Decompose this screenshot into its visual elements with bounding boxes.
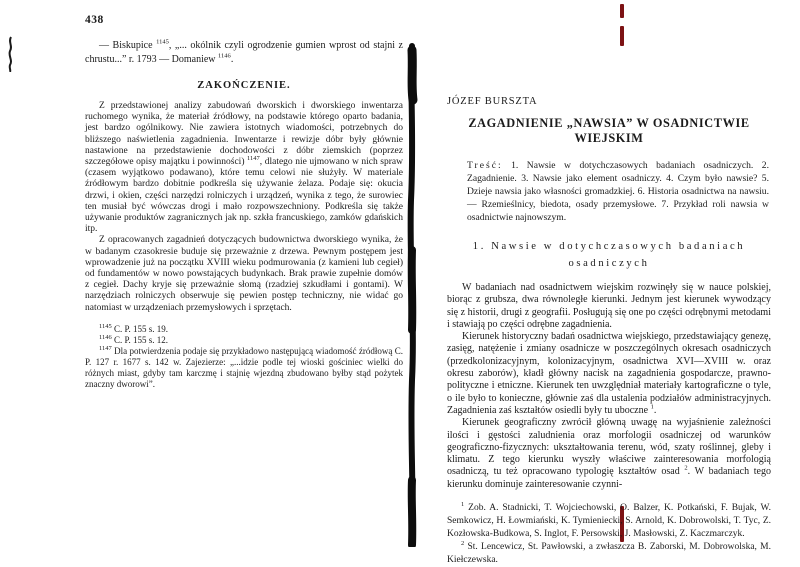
footnote-1147	[85, 346, 403, 390]
left-page	[85, 14, 403, 390]
red-registration-mark-top2	[620, 26, 624, 46]
right-paragraph-3	[447, 417, 771, 491]
footnote-marker-2: 2	[684, 465, 688, 473]
right-page	[447, 96, 771, 567]
left-footnotes	[85, 324, 403, 390]
right-footnotes	[447, 502, 771, 567]
footnote-text: Dla potwierdzenia podaje się przykładowo następującą wiadomość źródłową C. P. 127 r. 1677 s. 142 w. Zajezierze: „...idzie podle tej wioski gościniec wielki do różnych miast, gdyby tam karczmę i stajnię wjezdną zbudowano byłby stąd pożytek znaczny dworowi”.	[85, 345, 403, 389]
left-paragraph-2: Z opracowanych zagadnień dotyczących budownictwa dworskiego wynika, że w badanym czasokresie buduje się przeważnie z drzewa. Pewnym postępem jest wprowadzenie już na początku XVIII wieku podmurowania (z kamieni lub cegieł) od fundamentów w nowo powstających budynkach. Brak prawie zupełnie domów z cegieł. Dachy kryje się przeważnie słomą (rzadziej szkudłami i gontami). W narzędziach rolniczych obserwuje się pewien postęp techniczny, nie widać go natomiast w urządzeniach przemysłowych i sprzętach.	[85, 235, 403, 313]
footnote-text: Zob. A. Stadnicki, T. Wojciechowski, O. Balzer, K. Potkański, F. Bujak, W. Semkowicz, H. Łowmiański, K. Tymieniecki, S. Arnold, K. Dobrowolski, T. Tyc, Z. Kozłowska-Budkowa, S. Inglot, F. Persowski, J. Masłowski, Z. Kaczmarczyk.	[447, 503, 771, 539]
paragraph-text: , dlatego nie ujmowano w nich spraw (czasem wyjątkowo podawano), które temu celowi nie służyły. W materiale źródłowym bardzo dobitnie podkreśla się używanie żelaza. Podaje się: okucia drzwi, i okien, części narzędzi rolniczych i urządzeń, wynika z tego, że surowiec ten musiał być wówczas drogi i mało rozpowszechniony. Podkreśla się także używanie produktów zagranicznych jak np. szkła francuskiego, zamków gdańskich itp.	[85, 157, 403, 235]
footnote-number: 2	[461, 539, 465, 547]
contents-abstract	[467, 159, 769, 224]
left-paragraph-1	[85, 101, 403, 235]
footnote-number: 1	[461, 500, 465, 508]
footnote-marker-1145: 1145	[156, 38, 169, 46]
red-registration-mark-top	[620, 4, 624, 18]
right-paragraph-2	[447, 331, 771, 417]
intro-text: .	[230, 53, 234, 65]
footnote-marker-1146: 1146	[218, 52, 231, 60]
left-body-text	[85, 101, 403, 314]
footnote-number: 1147	[99, 344, 112, 352]
intro-text: , „... okólnik czyli ogrodzenie gumien wprost od stajni z chrustu...” r. 1793 — Domaniew	[85, 40, 403, 65]
chapter-heading: ZAKOŃCZENIE.	[197, 80, 291, 91]
footnote-text: C. P. 155 s. 12.	[111, 334, 169, 345]
footnote-text: St. Lencewicz, St. Pawłowski, a zwłaszcza B. Zaborski, M. Dobrowolska, M. Kiełczewska.	[447, 541, 771, 565]
paragraph-text: .	[653, 404, 657, 416]
footnote-number: 1145	[99, 322, 112, 330]
contents-text: 1. Nawsie w dotychczasowych badaniach osadniczych. 2. Zagadnienie. 3. Nawsie jako element osadniczy. 4. Czym było nawsie? 5. Dzieje nawsia jako własności gromadzkiej. 6. Historia osadnictwa na nawsiu. — Rzemieślnicy, biedota, osady przemysłowe. 7. Przykład roli nawsia w osadnictwie najnowszym.	[467, 160, 769, 223]
section-heading	[447, 238, 771, 272]
footnote-marker-1147: 1147	[247, 154, 260, 162]
footnote-1	[447, 502, 771, 541]
footnote-1146	[85, 335, 403, 346]
paragraph-text: Kierunek historyczny badań osadnictwa wiejskiego, przedstawiający genezę, zasięg, natężenie i zmiany osadnicze w poszczególnych okresach osadniczych (przedkolonizacyjnym, kolonizacyjnym, osadnictwa XVI—XVIII w. oraz okresu zaborów), kładł główny nacisk na zagadnienia gospodarcze, prawno-polityczne i etniczne. Kierunek ten uwzględniał materiały kartograficzne o tyle, o ile było to konieczne, głównie zaś dla ustalenia podziałów administracyjnych. Zagadnienia zaś kształtów osiedli były tu uboczne	[447, 331, 771, 416]
footnote-1145	[85, 324, 403, 335]
article-title: ZAGADNIENIE „NAWSIA” W OSADNICTWIE WIEJSKIM	[468, 116, 750, 145]
contents-label: Treść:	[467, 160, 503, 171]
footnote-number: 1146	[99, 333, 112, 341]
section-heading-line1: 1. Nawsie w dotychczasowych badaniach	[472, 241, 746, 252]
page-number: 438	[85, 14, 104, 26]
footnote-text: C. P. 155 s. 19.	[111, 323, 169, 334]
paragraph-text: Kierunek geograficzny zwrócił główną uwagę na wyjaśnienie zależności ilości i gęstości zaludnienia oraz morfologii osadniczej od warunków geograficzno-fizycznych: ukształtowania terenu, wód, szaty roślinnej, gleby i klimatu. Z tego kierunku wyszły właściwe zainteresowania morfologią osadniczą, tu też opracowano typologię kształtów osad	[447, 417, 771, 478]
paragraph-text: . W badaniach tego kierunku dominuje zainteresowanie czynni-	[447, 466, 771, 490]
footnote-marker-1: 1	[650, 403, 654, 411]
intro-text: — Biskupice	[99, 40, 157, 51]
page-binding-shadow	[403, 0, 421, 547]
right-paragraph-1: W badaniach nad osadnictwem wiejskim rozwinęły się w nauce polskiej, biorąc z grubsza, dwa równoległe kierunki. Jednym jest kierunek wywodzący się z historii, drugi z geografii. Posługują się one po części odrębnymi metodami i stawiają po części odrębne zagadnienia.	[447, 282, 771, 330]
scan-edge-ink-mark	[5, 36, 17, 72]
article-author: JÓZEF BURSZTA	[447, 96, 538, 107]
left-intro-paragraph	[85, 39, 403, 66]
section-heading-line2: osadniczych	[568, 258, 650, 269]
right-body-text	[447, 282, 771, 491]
paragraph-text: Z przedstawionej analizy zabudowań dworskich i dworskiego inwentarza ruchomego wynika, że materiał źródłowy, na podstawie którego oparto badania, jest bardzo ogólnikowy. Nie zawiera istotnych wiadomości, potrzebnych do bliższego naświetlenia zagadnienia. Inwentarze i rewizje dóbr były głównie nastawione na przedstawienie dochodowości z dóbr ziemskich (poprzez szczegółowe opisy majątku i powinności)	[85, 101, 403, 168]
footnote-2	[447, 541, 771, 567]
